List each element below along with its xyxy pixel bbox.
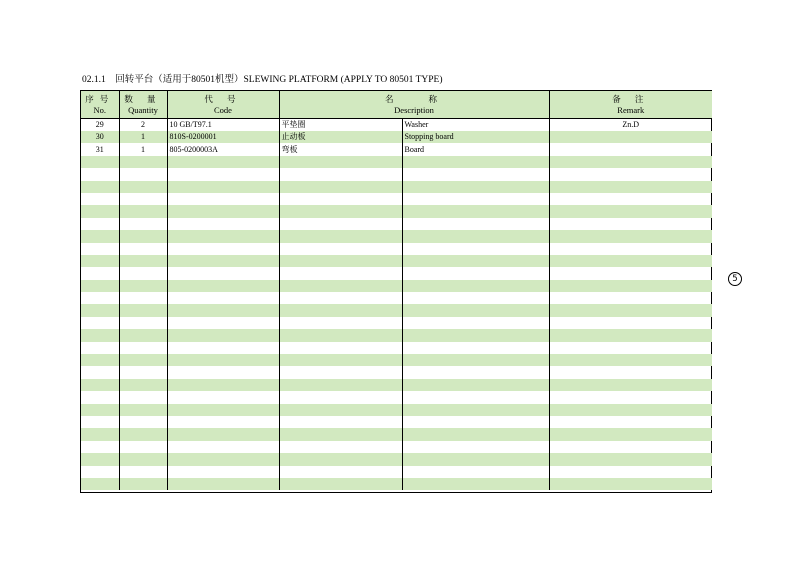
empty-cell <box>549 168 712 180</box>
empty-cell <box>549 329 712 341</box>
cell-code: 805-0200003A <box>167 143 279 155</box>
empty-table-row <box>81 304 712 316</box>
empty-table-row <box>81 230 712 242</box>
empty-table-row <box>81 354 712 366</box>
cell-code: 810S-0200001 <box>167 131 279 143</box>
empty-cell <box>119 379 167 391</box>
empty-cell <box>167 441 279 453</box>
empty-cell <box>81 441 119 453</box>
cell-quantity: 2 <box>119 119 167 132</box>
empty-cell <box>167 478 279 490</box>
empty-cell <box>167 453 279 465</box>
empty-cell <box>167 366 279 378</box>
empty-cell <box>119 193 167 205</box>
cell-quantity: 1 <box>119 143 167 155</box>
empty-cell <box>549 366 712 378</box>
empty-cell <box>81 404 119 416</box>
empty-cell <box>81 267 119 279</box>
empty-cell <box>167 168 279 180</box>
empty-cell <box>167 466 279 478</box>
empty-cell <box>119 181 167 193</box>
empty-cell <box>402 466 549 478</box>
header-remark-en: Remark <box>617 104 645 115</box>
header-quantity-zh: 数 量 <box>124 93 162 104</box>
table-bottom-border <box>80 492 712 493</box>
empty-cell <box>167 243 279 255</box>
empty-cell <box>167 428 279 440</box>
empty-cell <box>549 267 712 279</box>
empty-cell <box>402 304 549 316</box>
empty-cell <box>119 441 167 453</box>
empty-cell <box>81 416 119 428</box>
empty-table-row <box>81 416 712 428</box>
empty-cell <box>81 181 119 193</box>
empty-cell <box>549 304 712 316</box>
empty-cell <box>402 441 549 453</box>
header-remark-zh: 备 注 <box>612 93 650 104</box>
empty-cell <box>279 193 402 205</box>
cell-no: 29 <box>95 120 104 129</box>
empty-cell <box>119 391 167 403</box>
cell-quantity: 1 <box>119 131 167 143</box>
empty-cell <box>167 391 279 403</box>
empty-cell <box>549 416 712 428</box>
empty-cell <box>549 218 712 230</box>
empty-cell <box>549 391 712 403</box>
empty-cell <box>81 342 119 354</box>
empty-cell <box>549 181 712 193</box>
empty-cell <box>549 317 712 329</box>
empty-cell <box>81 230 119 242</box>
empty-cell <box>402 205 549 217</box>
empty-cell <box>167 292 279 304</box>
empty-cell <box>81 354 119 366</box>
table-header-row <box>81 91 712 119</box>
empty-cell <box>119 354 167 366</box>
empty-cell <box>279 317 402 329</box>
empty-cell <box>279 453 402 465</box>
header-description <box>279 91 549 119</box>
empty-cell <box>402 404 549 416</box>
empty-cell <box>119 453 167 465</box>
empty-cell <box>81 292 119 304</box>
empty-cell <box>549 478 712 490</box>
page-number-badge: 5 <box>728 272 742 286</box>
parts-table <box>81 91 712 490</box>
cell-name-en: Washer <box>402 119 549 132</box>
empty-cell <box>279 280 402 292</box>
empty-table-row <box>81 156 712 168</box>
cell-name-zh: 弯板 <box>279 143 402 155</box>
empty-cell <box>119 366 167 378</box>
empty-cell <box>81 304 119 316</box>
empty-cell <box>402 329 549 341</box>
empty-cell <box>402 478 549 490</box>
empty-cell <box>549 342 712 354</box>
empty-cell <box>402 391 549 403</box>
empty-cell <box>279 379 402 391</box>
empty-cell <box>167 404 279 416</box>
empty-cell <box>549 243 712 255</box>
empty-cell <box>119 478 167 490</box>
empty-cell <box>119 466 167 478</box>
empty-cell <box>279 243 402 255</box>
empty-table-row <box>81 478 712 490</box>
empty-cell <box>279 366 402 378</box>
header-remark <box>549 91 712 119</box>
header-code-en: Code <box>214 104 232 115</box>
empty-cell <box>81 280 119 292</box>
empty-cell <box>119 218 167 230</box>
empty-cell <box>167 267 279 279</box>
empty-cell <box>119 329 167 341</box>
empty-cell <box>279 218 402 230</box>
empty-cell <box>549 280 712 292</box>
empty-table-row <box>81 193 712 205</box>
empty-cell <box>119 280 167 292</box>
empty-table-row <box>81 379 712 391</box>
empty-cell <box>167 379 279 391</box>
empty-cell <box>167 329 279 341</box>
empty-cell <box>402 379 549 391</box>
cell-remark <box>549 131 712 143</box>
empty-cell <box>549 255 712 267</box>
empty-cell <box>549 205 712 217</box>
empty-table-row <box>81 205 712 217</box>
empty-cell <box>402 428 549 440</box>
empty-table-row <box>81 317 712 329</box>
empty-cell <box>402 342 549 354</box>
header-no <box>81 91 119 119</box>
empty-cell <box>549 292 712 304</box>
empty-cell <box>119 243 167 255</box>
empty-cell <box>279 342 402 354</box>
empty-cell <box>119 428 167 440</box>
empty-cell <box>167 230 279 242</box>
empty-cell <box>81 478 119 490</box>
empty-table-row <box>81 404 712 416</box>
empty-cell <box>167 205 279 217</box>
empty-cell <box>81 218 119 230</box>
empty-table-row <box>81 267 712 279</box>
empty-cell <box>279 292 402 304</box>
empty-cell <box>119 304 167 316</box>
empty-cell <box>279 441 402 453</box>
empty-cell <box>81 391 119 403</box>
cell-no: 30 <box>81 131 119 143</box>
empty-cell <box>119 156 167 168</box>
empty-cell <box>119 267 167 279</box>
empty-table-row <box>81 428 712 440</box>
header-description-en: Description <box>394 104 434 115</box>
empty-table-row <box>81 181 712 193</box>
empty-cell <box>402 280 549 292</box>
empty-cell <box>119 205 167 217</box>
empty-cell <box>402 453 549 465</box>
empty-cell <box>402 267 549 279</box>
empty-cell <box>279 478 402 490</box>
empty-cell <box>81 366 119 378</box>
empty-cell <box>279 255 402 267</box>
empty-cell <box>549 354 712 366</box>
empty-table-row <box>81 292 712 304</box>
cell-name-zh: 止动板 <box>279 131 402 143</box>
empty-cell <box>402 193 549 205</box>
empty-cell <box>549 404 712 416</box>
empty-cell <box>279 404 402 416</box>
empty-cell <box>549 428 712 440</box>
empty-cell <box>279 156 402 168</box>
empty-cell <box>549 453 712 465</box>
empty-cell <box>402 255 549 267</box>
empty-cell <box>549 379 712 391</box>
cell-name-en: Board <box>402 143 549 155</box>
empty-cell <box>81 243 119 255</box>
empty-cell <box>119 230 167 242</box>
cell-name-zh: 平垫圈 <box>279 119 402 132</box>
empty-cell <box>279 168 402 180</box>
empty-cell <box>402 416 549 428</box>
empty-cell <box>167 354 279 366</box>
empty-cell <box>549 441 712 453</box>
parts-table-frame <box>80 90 712 493</box>
empty-cell <box>549 193 712 205</box>
empty-cell <box>167 255 279 267</box>
empty-table-row <box>81 243 712 255</box>
empty-table-row <box>81 466 712 478</box>
empty-cell <box>279 391 402 403</box>
empty-cell <box>549 230 712 242</box>
cell-remark <box>549 143 712 155</box>
empty-cell <box>167 218 279 230</box>
empty-cell <box>402 243 549 255</box>
empty-table-row <box>81 218 712 230</box>
empty-cell <box>402 366 549 378</box>
header-description-zh: 名 称 <box>385 93 444 104</box>
empty-table-row <box>81 342 712 354</box>
empty-cell <box>119 255 167 267</box>
empty-cell <box>167 416 279 428</box>
empty-cell <box>167 317 279 329</box>
empty-cell <box>81 466 119 478</box>
empty-cell <box>81 255 119 267</box>
empty-cell <box>81 379 119 391</box>
empty-cell <box>279 230 402 242</box>
empty-cell <box>167 342 279 354</box>
table-row <box>81 119 712 132</box>
empty-cell <box>402 230 549 242</box>
empty-cell <box>402 354 549 366</box>
cell-code: 10 GB/T97.1 <box>167 119 279 132</box>
header-no-zh: 序号 <box>85 93 115 104</box>
cell-no: 31 <box>95 144 104 154</box>
header-quantity-en: Quantity <box>128 104 158 115</box>
empty-table-row <box>81 453 712 465</box>
table-row <box>81 131 712 143</box>
empty-cell <box>402 317 549 329</box>
empty-cell <box>81 329 119 341</box>
empty-cell <box>402 156 549 168</box>
empty-cell <box>119 342 167 354</box>
empty-cell <box>119 416 167 428</box>
document-title: 02.1.1 回转平台（适用于80501机型）SLEWING PLATFORM (APPLY TO 80501 TYPE) <box>82 75 443 85</box>
header-no-en: No. <box>93 104 106 115</box>
empty-table-row <box>81 168 712 180</box>
empty-cell <box>81 428 119 440</box>
empty-cell <box>81 205 119 217</box>
empty-cell <box>167 193 279 205</box>
empty-cell <box>279 428 402 440</box>
empty-cell <box>167 280 279 292</box>
empty-cell <box>279 466 402 478</box>
empty-cell <box>279 267 402 279</box>
empty-cell <box>279 205 402 217</box>
empty-cell <box>402 292 549 304</box>
empty-cell <box>279 304 402 316</box>
cell-remark: Zn.D <box>549 119 712 132</box>
empty-cell <box>167 181 279 193</box>
header-code <box>167 91 279 119</box>
empty-cell <box>279 329 402 341</box>
empty-cell <box>119 292 167 304</box>
cell-name-en: Stopping board <box>402 131 549 143</box>
empty-cell <box>81 193 119 205</box>
empty-cell <box>81 156 119 168</box>
empty-table-row <box>81 391 712 403</box>
header-quantity <box>119 91 167 119</box>
empty-cell <box>81 453 119 465</box>
empty-cell <box>81 317 119 329</box>
empty-cell <box>549 156 712 168</box>
empty-cell <box>402 168 549 180</box>
empty-cell <box>167 156 279 168</box>
empty-table-row <box>81 441 712 453</box>
empty-table-row <box>81 255 712 267</box>
empty-table-row <box>81 280 712 292</box>
empty-cell <box>549 466 712 478</box>
empty-cell <box>119 404 167 416</box>
empty-cell <box>402 181 549 193</box>
empty-cell <box>167 304 279 316</box>
empty-cell <box>279 416 402 428</box>
empty-table-row <box>81 366 712 378</box>
table-body <box>81 119 712 491</box>
empty-cell <box>119 317 167 329</box>
empty-cell <box>279 181 402 193</box>
header-code-zh: 代 号 <box>204 93 242 104</box>
table-row <box>81 143 712 155</box>
empty-cell <box>119 168 167 180</box>
empty-cell <box>279 354 402 366</box>
empty-cell <box>81 168 119 180</box>
empty-cell <box>402 218 549 230</box>
empty-table-row <box>81 329 712 341</box>
